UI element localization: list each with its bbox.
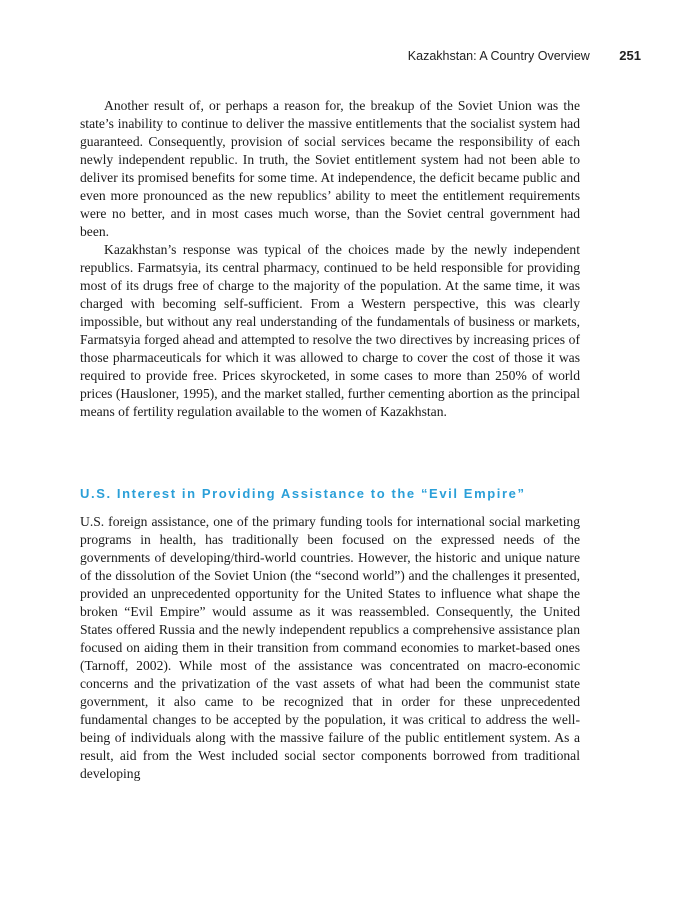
body-text-section xyxy=(80,513,580,783)
paragraph-kazakhstan-response: Kazakhstan’s response was typical of the choices made by the newly independent republics. Farmatsyia, its central pharmacy, continued to be held responsible for providing most of its drugs free of charge to the majority of the population. At the same time, it was charged with becoming self-sufficient. From a Western perspective, this was clearly impossible, but without any real understanding of the fundamentals of business or markets, Farmatsyia forged ahead and attempted to resolve the two directives by increasing prices of those pharmaceuticals for which it was allowed to charge to cover the cost of those it was required to provide free. Prices skyrocketed, in some cases to more than 250% of world prices (Hausloner, 1995), and the market stalled, further cementing abortion as the principal means of fertility regulation available to the women of Kazakhstan. xyxy=(80,242,580,419)
paragraph-entitlements: Another result of, or perhaps a reason for, the breakup of the Soviet Union was the state’s inability to continue to deliver the massive entitlements that the socialist system had guaranteed. Consequently, provision of social services became the responsibility of each newly independent republic. In truth, the Soviet entitlement system had not been able to deliver its promised benefits for some time. At independence, the deficit became public and even more pronounced as the new republics’ ability to meet the entitlement requirements were no better, and in most cases much worse, than the Soviet central government had been. xyxy=(80,98,580,239)
section-heading: U.S. Interest in Providing Assistance to the “Evil Empire” xyxy=(80,486,526,501)
page-number: 251 xyxy=(619,48,641,63)
paragraph-us-assistance: U.S. foreign assistance, one of the primary funding tools for international social marketing programs in health, has traditionally been focused on the expressed needs of the governments of developing/third-world countries. However, the historic and unique nature of the dissolution of the Soviet Union (the “second world”) and the challenges it presented, provided an unprecedented opportunity for the United States to influence what shape the broken “Evil Empire” would assume as it was reassembled. Consequently, the United States offered Russia and the newly independent republics a comprehensive assistance plan focused on aiding them in their transition from command economies to market-based ones (Tarnoff, 2002). While most of the assistance was concentrated on macro-economic concerns and the privatization of the vast assets of what had been the communist state government, it also came to be recognized that in order for these unprecedented fundamental changes to be accepted by the population, it was critical to address the well-being of individuals along with the massive failure of the public entitlement system. As a result, aid from the West included social sector components borrowed from traditional developing xyxy=(80,514,580,781)
body-text-top xyxy=(80,97,580,421)
running-header xyxy=(408,48,641,63)
running-title: Kazakhstan: A Country Overview xyxy=(407,49,590,63)
